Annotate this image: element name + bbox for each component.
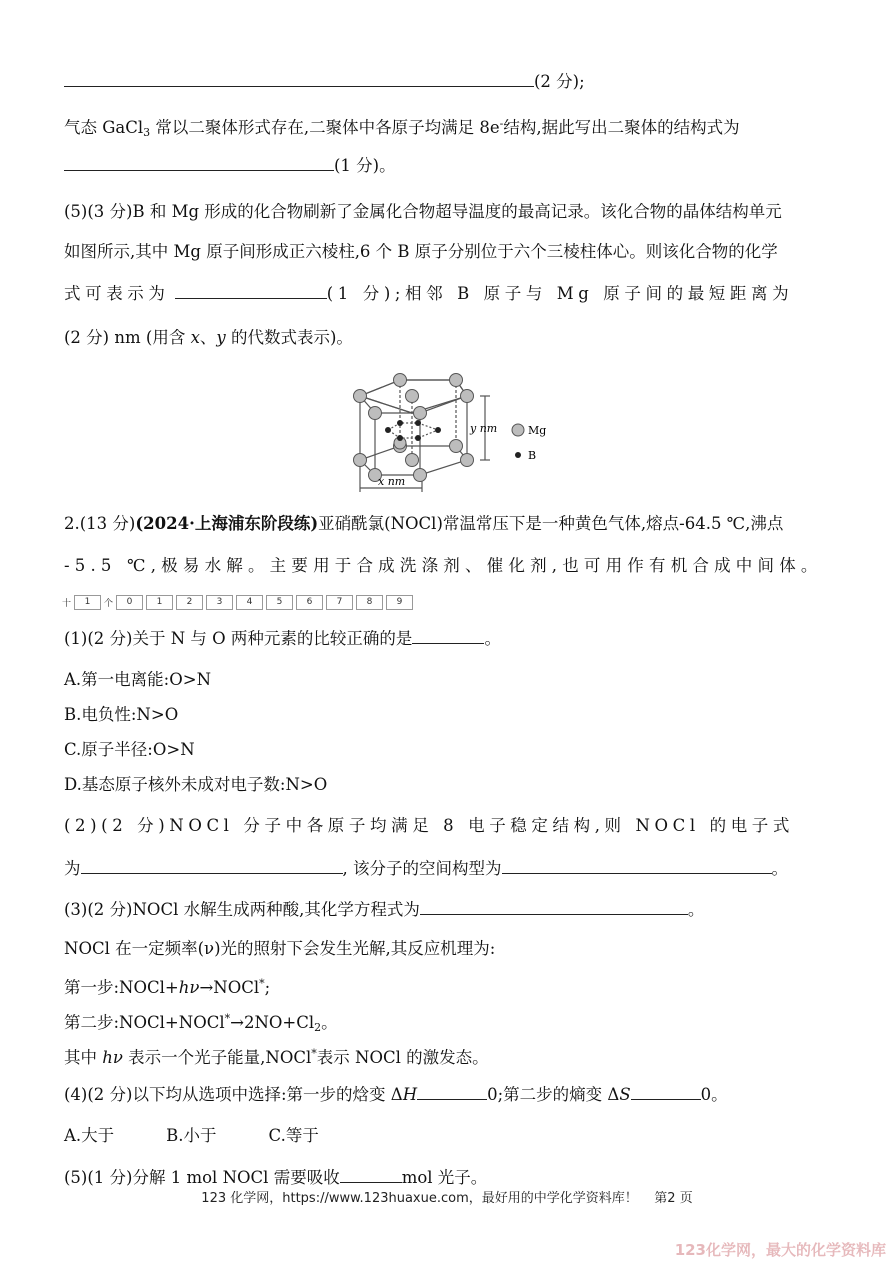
mg-atom: [450, 440, 463, 453]
page-number: 第2 页: [654, 1191, 693, 1206]
mg-atom: [450, 374, 463, 387]
text: mol 光子。: [401, 1168, 488, 1187]
gacl3-answer-line: [64, 154, 396, 177]
b-legend-atom: [515, 452, 521, 458]
superscript: *: [311, 1047, 317, 1060]
q2-header-line-2: -5.5 ℃,极易水解。主要用于合成洗涤剂、催化剂,也可用作有机合成中间体。: [64, 556, 823, 575]
mg-atom: [354, 454, 367, 467]
text: 的代数式表示)。: [225, 328, 353, 347]
p5-stem: [64, 1166, 487, 1189]
grid-cell: 6: [296, 595, 323, 610]
subscript: 3: [143, 126, 151, 139]
superscript: *: [259, 977, 265, 990]
var-s: S: [619, 1085, 631, 1104]
p2-line-1: (2)(2 分)NOCl 分子中各原子均满足 8 电子稳定结构,则 NOCl 的电子式: [64, 816, 794, 835]
source-tag: (2024·上海浦东阶段练): [135, 514, 319, 533]
b-atom: [415, 435, 421, 441]
answer-blank[interactable]: [412, 627, 484, 644]
text: (1 分);相邻 B 原子与 Mg 原子间的最短距离为: [326, 284, 794, 303]
option-d[interactable]: D.基态原子核外未成对电子数:N>O: [64, 775, 328, 794]
option-equal[interactable]: C.等于: [268, 1126, 319, 1145]
text: 气态 GaCl: [64, 118, 144, 137]
text: 、: [199, 328, 217, 347]
mg-atom: [394, 374, 407, 387]
text: 第二步:NOCl+NOCl: [64, 1013, 225, 1032]
q1-answer-line-1: [64, 70, 585, 93]
mg-atom: [406, 390, 419, 403]
option-greater[interactable]: A.大于: [64, 1126, 115, 1145]
b-atom: [397, 435, 403, 441]
step-1: [64, 973, 270, 999]
grid-cell: 1: [74, 595, 101, 610]
text: (1)(2 分)关于 N 与 O 两种元素的比较正确的是: [64, 629, 413, 648]
grid-cell: 7: [326, 595, 353, 610]
text: 。: [771, 859, 788, 878]
b-legend-label: B: [528, 449, 537, 462]
answer-blank[interactable]: [64, 154, 334, 171]
grid-label-ge: 个: [104, 598, 114, 609]
mg-atom: [354, 390, 367, 403]
q5-line-3: [64, 282, 793, 305]
answer-blank[interactable]: [64, 70, 534, 87]
enthalpy-blank[interactable]: [417, 1083, 487, 1100]
digit-grid: [62, 594, 416, 610]
entropy-blank[interactable]: [631, 1083, 701, 1100]
hv: hν: [178, 978, 200, 997]
text: 0。: [700, 1085, 728, 1104]
step-2: [64, 1008, 338, 1039]
option-a[interactable]: A.第一电离能:O>N: [64, 670, 212, 689]
text: 0;第二步的熵变 Δ: [487, 1085, 620, 1104]
p3-intro: NOCl 在一定频率(ν)光的照射下会发生光解,其反应机理为:: [64, 939, 496, 958]
footer-text: 123 化学网，https://www.123huaxue.com，最好用的中学化学资料库！: [201, 1191, 638, 1206]
text: 表示 NOCl 的激发态。: [316, 1048, 489, 1067]
page-footer: [0, 1187, 894, 1206]
grid-label-ten: 十: [62, 598, 72, 609]
text: , 该分子的空间构型为: [342, 859, 502, 878]
p3-note: [64, 1043, 489, 1069]
y-dimension-label: y nm: [470, 422, 498, 435]
p2-line-2: [64, 857, 788, 880]
text: (5)(1 分)分解 1 mol NOCl 需要吸收: [64, 1168, 340, 1187]
text: 为: [64, 859, 81, 878]
grid-cell: 0: [116, 595, 143, 610]
grid-cell: 9: [386, 595, 413, 610]
q5-line-1: (5)(3 分)B 和 Mg 形成的化合物刷新了金属化合物超导温度的最高记录。该化合物的晶体结构单元: [64, 202, 782, 221]
mgb2-crystal-figure: [340, 368, 560, 498]
text: 第一步:NOCl+: [64, 978, 179, 997]
grid-cell: 3: [206, 595, 233, 610]
b-atom: [415, 420, 421, 426]
electron-formula-blank[interactable]: [81, 857, 343, 874]
text: (3)(2 分)NOCl 水解生成两种酸,其化学方程式为: [64, 900, 420, 919]
var-x: x: [190, 328, 200, 347]
text: 结构,据此写出二聚体的结构式为: [503, 118, 740, 137]
grid-cell: 5: [266, 595, 293, 610]
text: 。: [484, 629, 501, 648]
text: 表示一个光子能量,NOCl: [122, 1048, 312, 1067]
text: 亚硝酰氯(NOCl)常温常压下是一种黄色气体,熔点-64.5 ℃,沸点: [318, 514, 784, 533]
p4-options: [64, 1125, 319, 1147]
p1-stem: [64, 627, 501, 650]
mg-atom: [461, 454, 474, 467]
mg-legend-atom: [512, 424, 524, 436]
mg-atom: [414, 469, 427, 482]
text: 式可表示为: [64, 284, 170, 303]
subscript: 2: [314, 1021, 322, 1034]
var-h: H: [402, 1085, 418, 1104]
hv: hν: [102, 1048, 123, 1067]
text: (4)(2 分)以下均从选项中选择:第一步的焓变 Δ: [64, 1085, 403, 1104]
text: 其中: [64, 1048, 103, 1067]
grid-cell: 1: [146, 595, 173, 610]
q5-line-2: 如图所示,其中 Mg 原子间形成正六棱柱,6 个 B 原子分别位于六个三棱柱体心。则该化合物的化学: [64, 242, 778, 261]
formula-blank[interactable]: [175, 282, 327, 299]
mg-atom: [461, 390, 474, 403]
score-label: (1 分)。: [334, 156, 396, 175]
text: →2NO+Cl: [230, 1013, 315, 1032]
text: 。: [687, 900, 705, 919]
text: ;: [264, 978, 271, 997]
grid-cell: 4: [236, 595, 263, 610]
option-b[interactable]: B.电负性:N>O: [64, 705, 179, 724]
photon-blank[interactable]: [340, 1166, 402, 1183]
text: →NOCl: [199, 978, 260, 997]
text: (2 分) nm (用含: [64, 328, 191, 347]
var-y: y: [216, 328, 226, 347]
score-label: (2 分);: [534, 72, 585, 91]
text: 2.(13 分): [64, 514, 136, 533]
grid-cell: 2: [176, 595, 203, 610]
q2-header-line-1: [64, 513, 783, 535]
superscript: *: [224, 1012, 231, 1025]
q5-line-4: [64, 327, 353, 349]
x-dimension-label: x nm: [378, 475, 406, 488]
superscript: -: [499, 117, 504, 130]
option-c[interactable]: C.原子半径:O>N: [64, 740, 195, 759]
mg-atom: [369, 407, 382, 420]
equation-blank[interactable]: [420, 898, 688, 915]
geometry-blank[interactable]: [502, 857, 772, 874]
text: 。: [321, 1013, 338, 1032]
b-atom: [435, 427, 441, 433]
option-less[interactable]: B.小于: [166, 1126, 217, 1145]
mg-legend-label: Mg: [528, 424, 547, 437]
mg-atom: [406, 454, 419, 467]
text: 常以二聚体形式存在,二聚体中各原子均满足 8e: [150, 118, 500, 137]
mg-atom: [414, 407, 427, 420]
p4-stem: [64, 1083, 728, 1106]
watermark: 123化学网，最大的化学资料库: [674, 1241, 886, 1259]
b-atom: [397, 420, 403, 426]
b-atom: [385, 427, 391, 433]
p3-stem: [64, 898, 704, 921]
gacl3-question: [64, 113, 740, 144]
grid-cell: 8: [356, 595, 383, 610]
